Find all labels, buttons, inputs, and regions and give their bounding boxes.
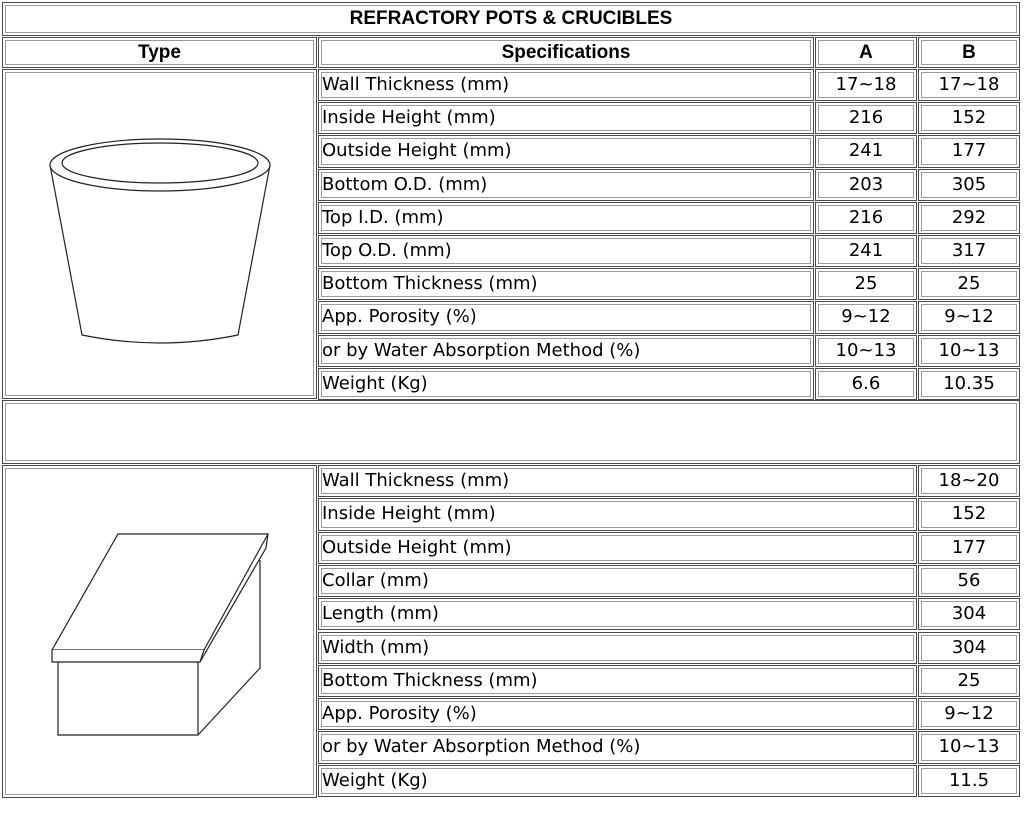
pot-value-b: 25 xyxy=(957,273,981,295)
box-value-b: 56 xyxy=(957,569,981,591)
pot-value-a: 17~18 xyxy=(835,74,897,95)
box-value-b: 25 xyxy=(957,669,981,691)
box-spec-label: Inside Height (mm) xyxy=(322,503,496,525)
pot-value-b: 292 xyxy=(951,206,987,228)
pot-value-b: 152 xyxy=(951,107,987,129)
pot-value-a: 6.6 xyxy=(851,372,881,394)
box-value-b: 10~13 xyxy=(938,736,1000,758)
pot-value-a: 9~12 xyxy=(841,306,891,328)
page-title: REFRACTORY POTS & CRUCIBLES xyxy=(349,8,673,29)
box-value-b: 304 xyxy=(951,603,987,625)
pot-spec-label: Inside Height (mm) xyxy=(322,107,496,129)
header-b: B xyxy=(962,42,976,63)
pot-spec-label: Weight (Kg) xyxy=(322,372,428,394)
header-type: Type xyxy=(138,42,181,63)
header-a: A xyxy=(859,42,873,63)
pot-value-b: 10.35 xyxy=(943,372,995,394)
box-value-b: 304 xyxy=(951,636,987,658)
box-value-b: 152 xyxy=(951,503,987,525)
box-spec-label: Wall Thickness (mm) xyxy=(322,470,510,491)
pot-value-a: 25 xyxy=(854,273,878,295)
pot-spec-label: Top O.D. (mm) xyxy=(322,240,452,261)
pot-spec-label: Wall Thickness (mm) xyxy=(322,74,510,95)
box-spec-label: Weight (Kg) xyxy=(322,769,428,791)
pot-value-a: 203 xyxy=(848,173,884,195)
pot-value-a: 216 xyxy=(848,107,884,129)
box-spec-label: Collar (mm) xyxy=(322,569,429,591)
box-value-b: 11.5 xyxy=(948,769,990,791)
pot-spec-label: App. Porosity (%) xyxy=(322,306,477,328)
header-specifications: Specifications xyxy=(501,42,631,63)
pot-value-a: 10~13 xyxy=(835,339,897,361)
pot-value-b: 9~12 xyxy=(944,306,994,328)
pot-value-b: 317 xyxy=(951,240,987,261)
pot-value-b: 305 xyxy=(951,173,987,195)
box-spec-label: Width (mm) xyxy=(322,636,430,658)
box-spec-label: or by Water Absorption Method (%) xyxy=(322,736,641,758)
pot-spec-label: Outside Height (mm) xyxy=(322,140,512,162)
box-spec-label: Bottom Thickness (mm) xyxy=(322,669,538,691)
pot-spec-label: Bottom O.D. (mm) xyxy=(322,173,488,195)
section-spacer xyxy=(2,400,1020,464)
pot-spec-label: or by Water Absorption Method (%) xyxy=(322,339,641,361)
box-spec-label: Length (mm) xyxy=(322,603,439,625)
pot-value-a: 216 xyxy=(848,206,884,228)
pot-value-a: 241 xyxy=(848,240,884,261)
pot-value-a: 241 xyxy=(848,140,884,162)
rectangular-box-crucible-icon xyxy=(48,530,273,750)
pot-spec-label: Bottom Thickness (mm) xyxy=(322,273,538,295)
box-spec-label: App. Porosity (%) xyxy=(322,703,477,725)
pot-value-b: 177 xyxy=(951,140,987,162)
box-value-b: 9~12 xyxy=(944,703,994,725)
pot-value-b: 17~18 xyxy=(938,74,1000,95)
box-value-b: 177 xyxy=(951,536,987,558)
pot-value-b: 10~13 xyxy=(938,339,1000,361)
round-crucible-icon xyxy=(40,125,280,345)
box-spec-label: Outside Height (mm) xyxy=(322,536,512,558)
pot-spec-label: Top I.D. (mm) xyxy=(322,206,444,228)
box-value-b: 18~20 xyxy=(938,470,1000,491)
